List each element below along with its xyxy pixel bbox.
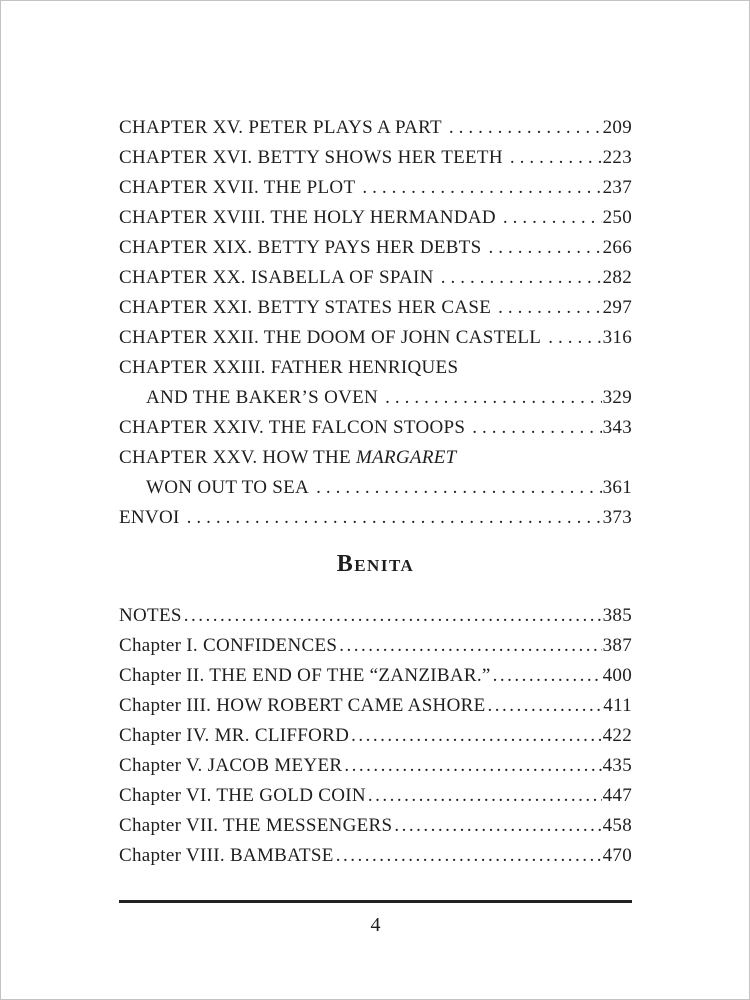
toc-entry-title-continued: WON OUT TO SEA [146,477,310,498]
book-title-heading: Benita [336,551,415,577]
toc-entry-title: Chapter IV. MR. CLIFFORD [119,725,350,746]
toc-entry[interactable] [119,443,632,503]
toc-entry[interactable] [119,173,632,203]
toc-entry-line [119,601,632,631]
toc-entry-title: Chapter II. THE END OF THE “ZANZIBAR.” [119,665,491,686]
toc-entry-page: 373 [602,507,632,528]
toc-entry-title: CHAPTER XX. ISABELLA OF SPAIN [119,267,434,288]
toc-entry[interactable] [119,413,632,443]
toc-entry[interactable] [119,601,632,631]
dot-leader [489,233,602,263]
toc-entry-title: Chapter I. CONFIDENCES [119,635,338,656]
dot-leader [362,173,601,203]
dot-leader [548,323,601,353]
dot-leader [368,781,602,811]
toc-entry[interactable] [119,113,632,143]
dot-leader [503,203,602,233]
toc-entry-page: 435 [602,755,632,776]
toc-entry-title-italic: MARGARET [355,447,457,468]
dot-leader [394,811,601,841]
toc-entry-page: 209 [602,117,632,138]
toc-entry-page: 297 [602,297,632,318]
toc-entry-page: 361 [602,477,632,498]
toc-entry-line [119,233,632,263]
toc-entry-line [119,263,632,293]
footer-rule [119,900,632,904]
toc-entry[interactable] [119,781,632,811]
toc-entry-line [119,691,632,721]
toc-entry[interactable] [119,841,632,871]
toc-entry[interactable] [119,263,632,293]
toc-entry-line [119,113,632,143]
toc-entry-page: 250 [602,207,632,228]
toc-entry-title: Chapter III. HOW ROBERT CAME ASHORE [119,695,486,716]
toc-entry-line [119,811,632,841]
toc-entry[interactable] [119,233,632,263]
toc-entry[interactable] [119,323,632,353]
toc-entry-page: 411 [603,695,632,716]
toc-entry[interactable] [119,143,632,173]
dot-leader [385,383,602,413]
toc-entry-page: 447 [602,785,632,806]
toc-entry-page: 387 [602,635,632,656]
toc-section-fair-margaret [119,113,632,533]
dot-leader [441,263,602,293]
toc-entry-title: CHAPTER XXV. HOW THE [119,447,356,468]
toc-entry-title: Chapter VII. THE MESSENGERS [119,815,393,836]
toc-entry[interactable] [119,631,632,661]
toc-entry-title: CHAPTER XVI. BETTY SHOWS HER TEETH [119,147,503,168]
toc-section-benita [119,601,632,871]
toc-entry-page: 266 [602,237,632,258]
toc-entry[interactable] [119,691,632,721]
toc-entry-page: 223 [602,147,632,168]
toc-entry-title: Chapter VI. THE GOLD COIN [119,785,366,806]
toc-entry-line [119,781,632,811]
dot-leader [187,503,602,533]
toc-entry-line [119,443,632,473]
toc-entry-title: Chapter VIII. BAMBATSE [119,845,334,866]
toc-entry-title-continued: AND THE BAKER’S OVEN [146,387,379,408]
toc-entry-title: CHAPTER XVII. THE PLOT [119,177,356,198]
toc-entry[interactable] [119,353,632,413]
toc-entry-title: ENVOI [119,507,180,528]
toc-entry-title: CHAPTER XXI. BETTY STATES HER CASE [119,297,492,318]
toc-entry-line [119,631,632,661]
toc-entry-title: CHAPTER XIX. BETTY PAYS HER DEBTS [119,237,482,258]
dot-leader [493,661,602,691]
toc-entry[interactable] [119,751,632,781]
dot-leader [498,293,601,323]
dot-leader [339,631,601,661]
toc-entry-page: 470 [602,845,632,866]
dot-leader [472,413,601,443]
toc-entry-title: CHAPTER XXII. THE DOOM OF JOHN CASTELL [119,327,542,348]
toc-entry-page: 282 [602,267,632,288]
toc-entry-page: 385 [602,605,632,626]
toc-entry-line [119,721,632,751]
toc-entry-title: CHAPTER XVIII. THE HOLY HERMANDAD [119,207,496,228]
toc-entry-line [119,203,632,233]
toc-entry[interactable] [119,721,632,751]
toc-entry-page: 237 [602,177,632,198]
dot-leader [336,841,602,871]
page-number: 4 [370,914,381,936]
toc-entry-line [119,661,632,691]
toc-entry-page: 422 [602,725,632,746]
toc-entry-title: Chapter V. JACOB MEYER [119,755,343,776]
toc-entry-page: 329 [602,387,632,408]
dot-leader [351,721,601,751]
dot-leader [510,143,602,173]
dot-leader [449,113,602,143]
toc-entry-line [119,143,632,173]
toc-entry-title: CHAPTER XXIV. THE FALCON STOOPS [119,417,466,438]
toc-entry-line-2 [119,473,632,503]
dot-leader [344,751,601,781]
dot-leader [316,473,602,503]
toc-entry[interactable] [119,503,632,533]
toc-entry-line [119,323,632,353]
page-footer [119,900,632,938]
toc-entry-page: 458 [602,815,632,836]
toc-entry[interactable] [119,293,632,323]
toc-entry-line [119,413,632,443]
dot-leader [184,601,602,631]
toc-entry[interactable] [119,661,632,691]
toc-entry-page: 400 [602,665,632,686]
toc-entry-title: CHAPTER XXIII. FATHER HENRIQUES [119,357,459,378]
toc-entry-line [119,841,632,871]
toc-entry-line [119,353,632,383]
toc-entry-page: 343 [602,417,632,438]
toc-entry-line [119,751,632,781]
toc-entry-line [119,173,632,203]
toc-entry[interactable] [119,203,632,233]
toc-entry-title: NOTES [119,605,182,626]
toc-entry-line-2 [119,383,632,413]
toc-entry[interactable] [119,811,632,841]
toc-entry-title: CHAPTER XV. PETER PLAYS A PART [119,117,442,138]
dot-leader [487,691,602,721]
toc-entry-page: 316 [602,327,632,348]
toc-entry-line [119,293,632,323]
toc-entry-line [119,503,632,533]
